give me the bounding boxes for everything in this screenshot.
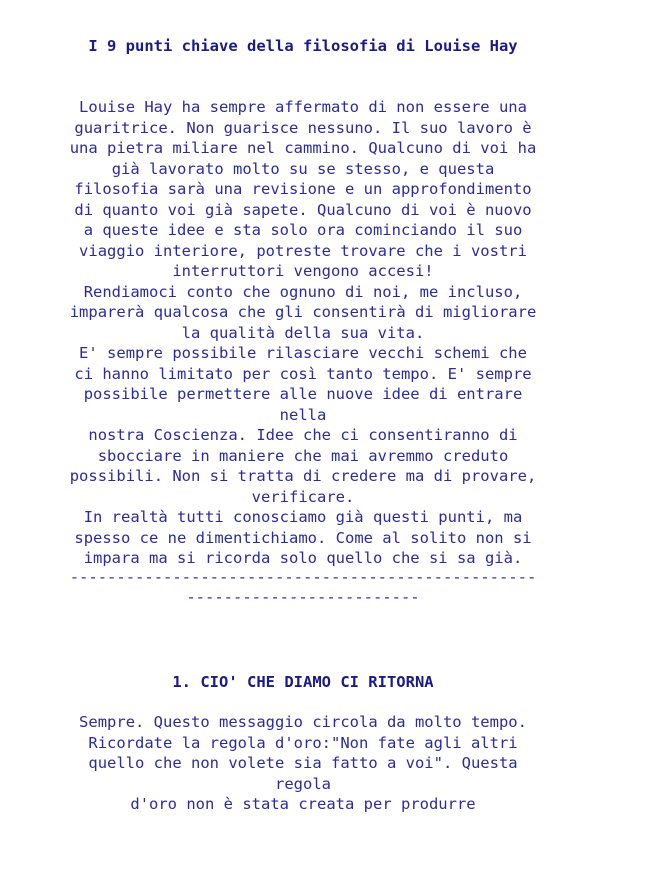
intro-line: possibili. Non si tratta di credere ma di provare,	[69, 467, 537, 485]
section-line: quello che non volete sia fatto a voi". Questa	[88, 754, 518, 772]
document-title: I 9 punti chiave della filosofia di Louise Hay	[88, 37, 518, 55]
intro-line: impara ma si ricorda solo quello che si sa già.	[83, 549, 523, 567]
intro-line: viaggio interiore, potreste trovare che i vostri	[79, 241, 527, 260]
separator-line: --------------------------------------------------	[69, 568, 537, 586]
intro-line: ci hanno limitato per così tanto tempo. E' sempre	[74, 364, 532, 383]
intro-line: possibile permettere alle nuove idee di entrare	[83, 385, 523, 403]
intro-line: Louise Hay ha sempre affermato di non essere una	[79, 98, 527, 116]
intro-line: verificare.	[251, 487, 355, 506]
section-paragraph	[0, 712, 606, 815]
intro-line: E' sempre possibile rilasciare vecchi schemi che	[79, 344, 527, 362]
section-line: Sempre. Questo messaggio circola da molto tempo.	[79, 713, 527, 731]
intro-line: nostra Coscienza. Idee che ci consentiranno di	[88, 426, 518, 444]
intro-line: interruttori vengono accesi!	[172, 262, 434, 280]
intro-line: guaritrice. Non guarisce nessuno. Il suo lavoro è	[74, 118, 532, 137]
intro-line: già lavorato molto su se stesso, e questa	[111, 159, 495, 178]
intro-paragraph	[0, 97, 606, 569]
section-heading: 1. CIO' CHE DIAMO CI RITORNA	[172, 673, 434, 691]
separator-line: -------------------------	[186, 588, 420, 606]
section-line: regola	[275, 774, 331, 793]
intro-line: di quanto voi già sapete. Qualcuno di voi è nuovo	[74, 200, 532, 219]
intro-line: imparerà qualcosa che gli consentirà di migliorare	[69, 303, 537, 321]
intro-line: una pietra miliare nel cammino. Qualcuno di voi ha	[69, 139, 537, 157]
intro-line: a queste idee e sta solo ora cominciando il suo	[83, 221, 523, 239]
intro-line: filosofia sarà una revisione e un approfondimento	[74, 180, 532, 198]
intro-line: spesso ce ne dimentichiamo. Come al solito non si	[74, 528, 532, 547]
separator	[0, 567, 606, 607]
intro-line: Rendiamoci conto che ognuno di noi, me incluso,	[83, 282, 523, 301]
intro-line: la qualità della sua vita.	[181, 323, 425, 342]
section-line: d'oro non è stata creata per produrre	[130, 795, 476, 813]
intro-line: nella	[279, 405, 327, 424]
intro-line: In realtà tutti conosciamo già questi punti, ma	[83, 508, 523, 526]
intro-line: sbocciare in maniere che mai avremmo creduto	[97, 446, 509, 465]
section-line: Ricordate la regola d'oro:"Non fate agli altri	[88, 733, 518, 752]
